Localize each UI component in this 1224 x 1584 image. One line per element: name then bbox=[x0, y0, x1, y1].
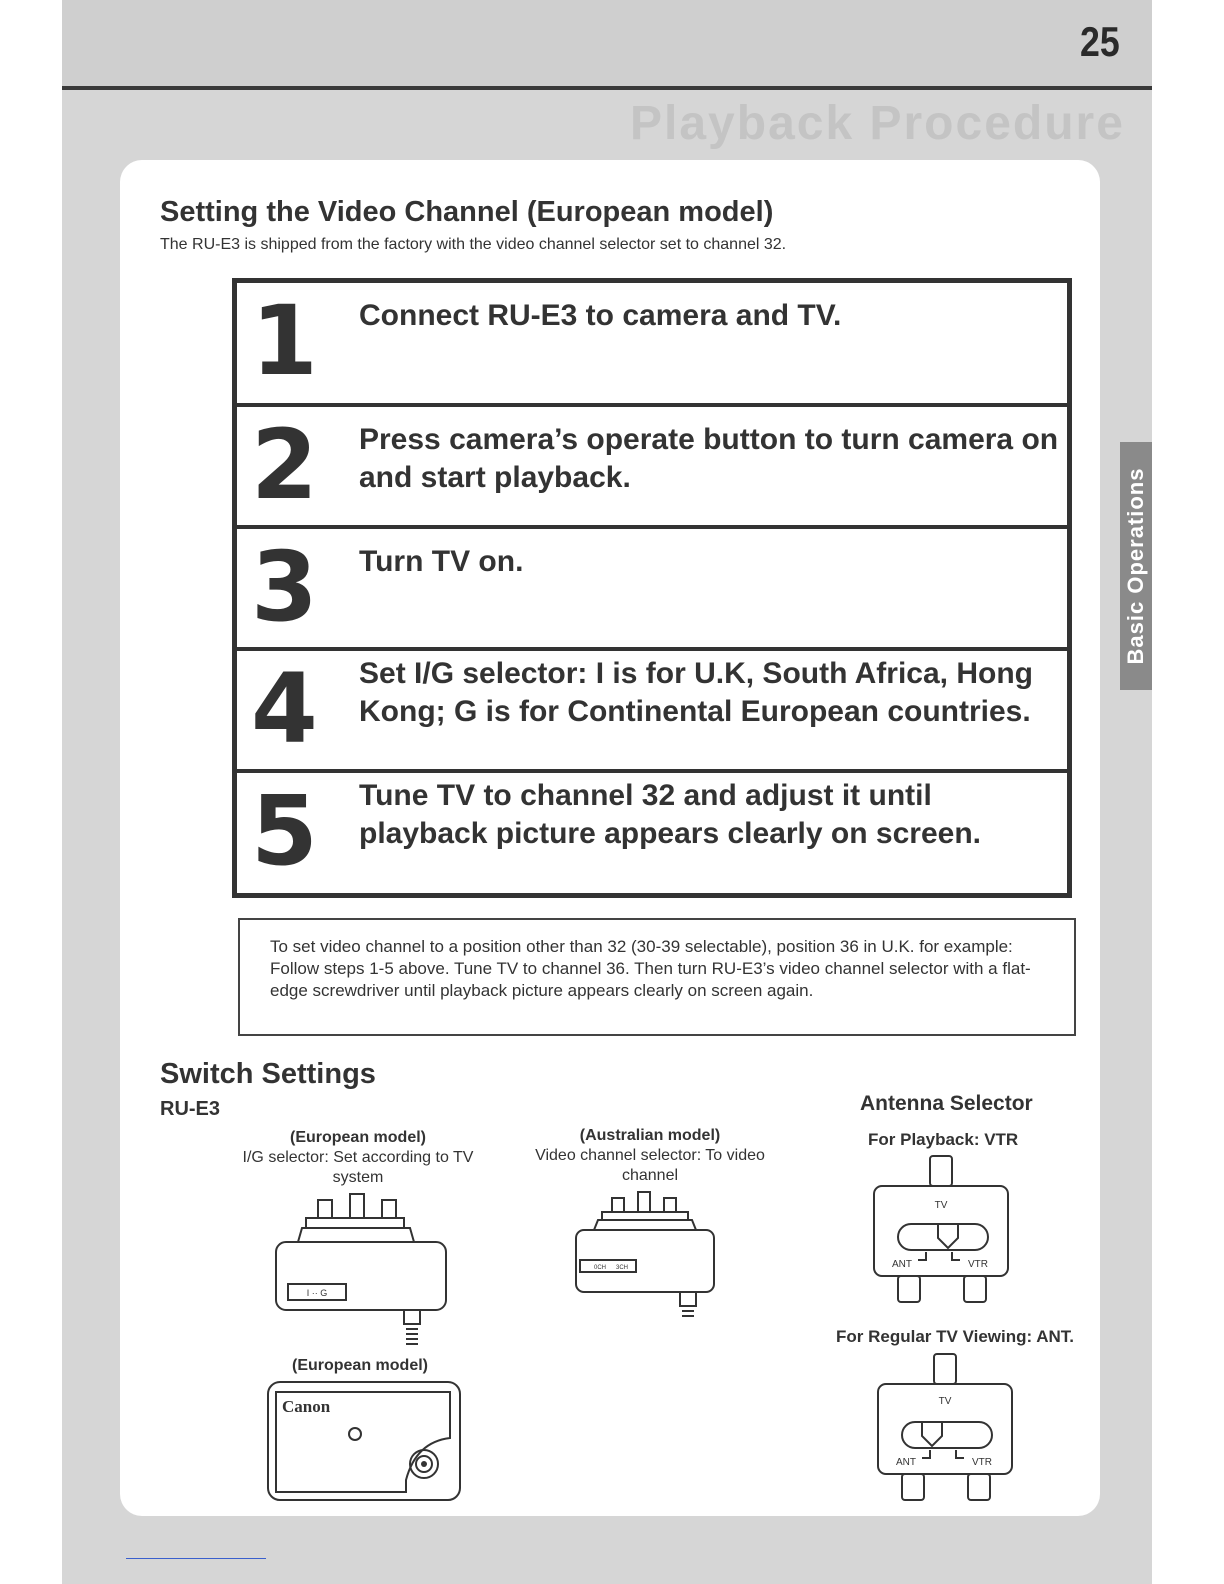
page-number: 25 bbox=[1080, 18, 1120, 65]
canon-logo-text: Canon bbox=[282, 1397, 331, 1416]
tv-label: TV bbox=[938, 1396, 952, 1407]
step-text: Turn TV on. bbox=[359, 545, 524, 578]
australian-model-label: (Australian model) bbox=[579, 1127, 721, 1144]
european-desc: I/G selector: Set according to TV system bbox=[242, 1149, 474, 1186]
section-title: Setting the Video Channel (European model) bbox=[160, 196, 774, 228]
australian-adapter-drawing bbox=[566, 1190, 726, 1325]
step-3 bbox=[237, 529, 1067, 651]
european-adapter-drawing bbox=[266, 1192, 456, 1352]
step-number: 5 bbox=[251, 775, 318, 887]
vtr-label: VTR bbox=[968, 1259, 988, 1270]
step-1 bbox=[237, 283, 1067, 407]
european-front-caption bbox=[276, 1356, 444, 1376]
steps-box bbox=[232, 278, 1072, 898]
ant-label: ANT bbox=[896, 1457, 916, 1468]
canon-front-drawing bbox=[266, 1380, 462, 1502]
section-side-tab[interactable] bbox=[1120, 442, 1152, 690]
ant-label: ANT bbox=[892, 1259, 912, 1270]
ig-switch-label: I ·· G bbox=[306, 1288, 328, 1298]
step-number: 2 bbox=[251, 409, 318, 521]
step-text: Set I/G selector: I is for U.K, South Africa, Hong Kong; G is for Continental European countries. bbox=[359, 657, 1033, 728]
regular-tv-setting-label: For Regular TV Viewing: ANT. bbox=[836, 1327, 1075, 1346]
australian-caption bbox=[516, 1126, 784, 1186]
step-number: 3 bbox=[251, 531, 318, 643]
note-box: To set video channel to a position other than 32 (30-39 selectable), position 36 in U.K. for example: Follow steps 1-5 above. Tune TV to channel 36. Then turn RU-E3’s video channel selector with a flat-edge screwdriver until playback picture appears clearly on screen again. bbox=[238, 918, 1076, 1036]
step-text: Connect RU-E3 to camera and TV. bbox=[359, 299, 842, 332]
step-number: 1 bbox=[251, 285, 318, 397]
device-label: RU-E3 bbox=[160, 1098, 221, 1120]
step-4 bbox=[237, 651, 1067, 773]
channel-switch-right: 3CH bbox=[616, 1265, 629, 1271]
antenna-selector-vtr-drawing bbox=[866, 1154, 1016, 1310]
antenna-selector-title: Antenna Selector bbox=[860, 1092, 1033, 1115]
step-5 bbox=[237, 773, 1067, 893]
antenna-selector-ant-drawing bbox=[870, 1352, 1020, 1508]
switch-settings-title: Switch Settings bbox=[160, 1058, 376, 1090]
footer-link-line bbox=[126, 1558, 266, 1559]
european-caption bbox=[236, 1128, 480, 1188]
step-text: Tune TV to channel 32 and adjust it until playback picture appears clearly on screen. bbox=[359, 779, 981, 850]
channel-switch-left: 0CH bbox=[594, 1265, 607, 1271]
header-rule bbox=[62, 86, 1152, 90]
step-number: 4 bbox=[251, 653, 318, 765]
playback-setting-label: For Playback: VTR bbox=[868, 1130, 1019, 1149]
ghost-section-header: Playback Procedure bbox=[630, 97, 1125, 150]
intro-text: The RU-E3 is shipped from the factory with the video channel selector set to channel 32. bbox=[160, 236, 787, 253]
european-front-model-label: (European model) bbox=[291, 1357, 428, 1374]
step-text: Press camera’s operate button to turn camera on and start playback. bbox=[359, 423, 1059, 494]
step-2 bbox=[237, 407, 1067, 529]
header-band bbox=[62, 0, 1152, 88]
tv-label: TV bbox=[934, 1200, 948, 1211]
side-tab-label: Basic Operations bbox=[1123, 467, 1148, 665]
vtr-label: VTR bbox=[972, 1457, 992, 1468]
australian-desc: Video channel selector: To video channel bbox=[535, 1147, 765, 1184]
european-model-label: (European model) bbox=[289, 1129, 426, 1146]
